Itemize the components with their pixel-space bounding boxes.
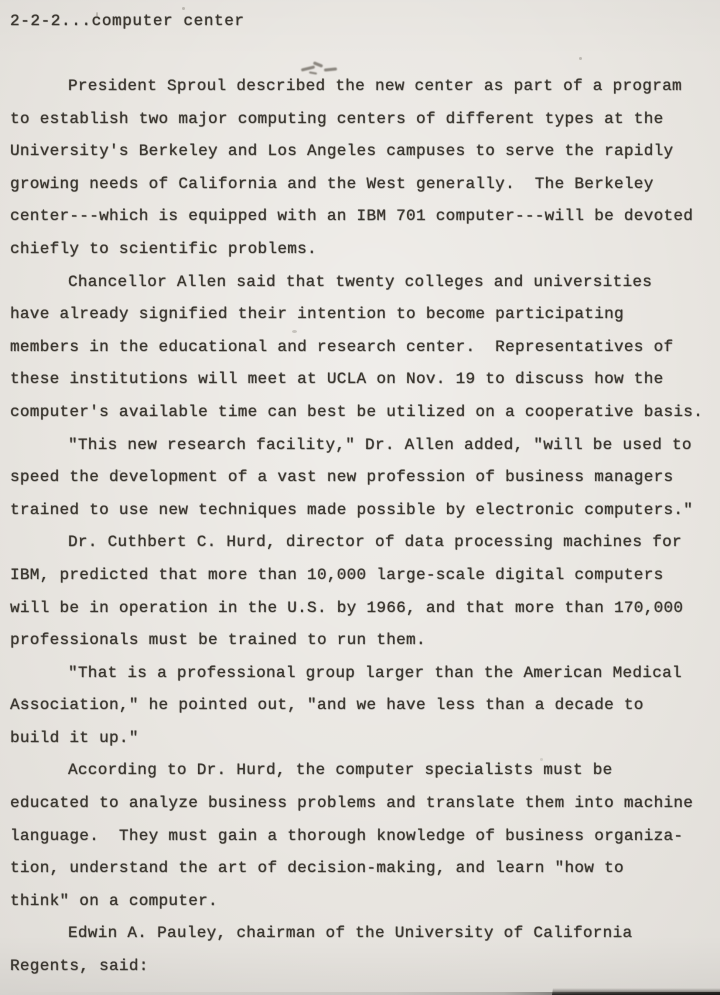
scan-edge-corner-shadow (552, 988, 720, 995)
doc-line: language. They must gain a thorough knowledge of business organiza- (10, 826, 684, 845)
doc-line: trained to use new techniques made possible by electronic computers." (10, 500, 694, 519)
doc-line: professionals must be trained to run them. (10, 631, 426, 650)
paragraph (10, 917, 712, 982)
doc-line: speed the development of a vast new profession of business managers (10, 468, 674, 487)
doc-line: University's Berkeley and Los Angeles campuses to serve the rapidly (10, 142, 674, 161)
doc-line: growing needs of California and the West generally. The Berkeley (10, 174, 654, 193)
doc-line: Dr. Cuthbert C. Hurd, director of data processing machines for (68, 533, 682, 552)
paragraph (10, 526, 712, 656)
doc-line: computer's available time can best be utilized on a cooperative basis. (10, 402, 704, 421)
doc-line: will be in operation in the U.S. by 1966, and that more than 170,000 (10, 598, 684, 617)
doc-line: President Sproul described the new center as part of a program (68, 77, 682, 95)
doc-line: build it up." (10, 728, 139, 747)
doc-line: "This new research facility," Dr. Allen added, "will be used to (68, 435, 692, 454)
doc-line: tion, understand the art of decision-making, and learn "how to (10, 859, 624, 878)
paragraph (10, 70, 712, 266)
doc-line: Chancellor Allen said that twenty colleges and universities (68, 272, 653, 291)
doc-line: chiefly to scientific problems. (10, 239, 317, 258)
page-header: 2-2-2...computer center (10, 12, 245, 30)
paragraph (10, 657, 712, 755)
doc-line: have already signified their intention to become participating (10, 305, 624, 324)
paper-speck (579, 57, 582, 60)
doc-line: members in the educational and research center. Representatives of (10, 337, 674, 356)
paragraph (10, 266, 712, 429)
doc-line: Regents, said: (10, 957, 149, 976)
doc-line: According to Dr. Hurd, the computer specialists must be (68, 761, 613, 780)
doc-line: Edwin A. Pauley, chairman of the University of California (68, 924, 633, 943)
doc-line: educated to analyze business problems and translate them into machine (10, 794, 694, 813)
doc-line: center---which is equipped with an IBM 701 computer---will be devoted (10, 207, 694, 226)
doc-line: think" on a computer. (10, 891, 218, 910)
paragraph (10, 429, 712, 527)
doc-line: IBM, predicted that more than 10,000 large-scale digital computers (10, 565, 664, 584)
document-body (10, 70, 712, 983)
doc-line: Association," he pointed out, "and we have less than a decade to (10, 696, 644, 715)
doc-line: these institutions will meet at UCLA on Nov. 19 to discuss how the (10, 370, 664, 389)
doc-line: "That is a professional group larger than the American Medical (68, 663, 682, 682)
paragraph (10, 754, 712, 917)
doc-line: to establish two major computing centers of different types at the (10, 109, 664, 128)
